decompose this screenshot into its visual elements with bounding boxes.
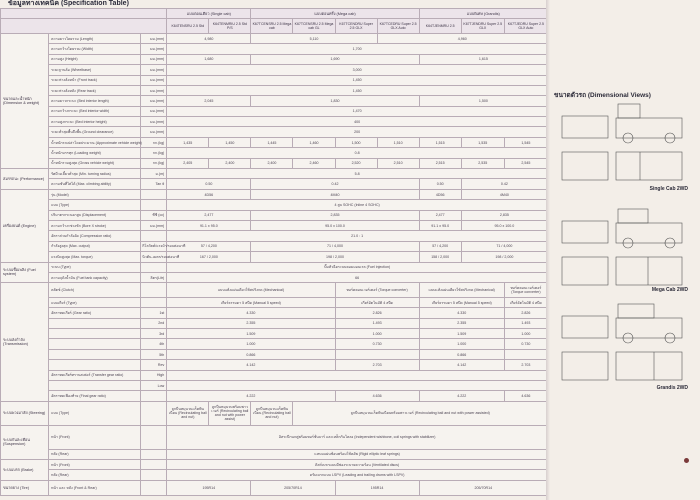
model-header: K64TENMRIU 2.5 Std P/S <box>209 19 251 34</box>
row-value: 2,510 <box>377 158 419 168</box>
grandis-drawing <box>558 300 688 388</box>
spec-row <box>1 96 548 106</box>
row-value: ทอร์คคอนเวอร์เตอร์ (Torque converter) <box>504 283 547 298</box>
row-label: ระยะฐานล้อ (Wheelbase) <box>49 65 141 75</box>
spec-row <box>1 117 548 127</box>
spec-row <box>1 272 548 282</box>
row-value: 158 / 2,000 <box>419 252 461 262</box>
spec-row <box>1 329 548 339</box>
row-unit: นิวตัน-เมตร/รอบต่อนาที <box>141 252 167 262</box>
row-value: ดรัมเบรกแบบ LSPV (Leading and trailing drums with LSPV) <box>167 470 548 480</box>
spec-row <box>1 360 548 370</box>
row-value: 205/70R14 <box>419 480 547 495</box>
row-label: หน้า (Front) <box>49 460 141 470</box>
row-unit: Low <box>141 381 167 391</box>
dimensional-views-title: ขนาดตัวรถ (Dimensional Views) <box>554 92 651 99</box>
row-label: แรงบิดสูงสุด (Max. torque) <box>49 252 141 262</box>
row-label: แบบเกียร์ (Type) <box>49 297 141 307</box>
spec-row <box>1 65 548 75</box>
row-label: น้ำหนักรถเปล่าโดยประมาณ (Approximate vehicle weight) <box>49 137 141 147</box>
row-unit <box>141 262 167 272</box>
row-value: 91.1 x 95.0 <box>419 220 461 230</box>
row-value: 1.509 <box>419 329 504 339</box>
row-unit <box>141 283 167 298</box>
row-unit: 5th <box>141 349 167 359</box>
row-value: 4.330 <box>167 308 335 318</box>
row-value: 4.636 <box>335 391 419 401</box>
row-value: 0.50 <box>167 179 251 189</box>
row-unit: Rev <box>141 360 167 370</box>
row-label: น้ำหนักรวมสูงสุด (Gross vehicle weight) <box>49 158 141 168</box>
row-unit: 3rd <box>141 329 167 339</box>
row-value: แบบแห้งแผ่นเดียวใช้สปริงกด (Mechanical) <box>419 283 504 298</box>
row-value: 2,515 <box>419 158 461 168</box>
row-value: 91.1 x 95.0 <box>167 220 251 230</box>
row-value <box>167 381 548 391</box>
row-value: 200 <box>167 127 548 137</box>
row-value: 198 / 2,000 <box>461 252 547 262</box>
header-blank <box>1 19 167 34</box>
row-label: ความจุถังน้ำมัน (Fuel tank capacity) <box>49 272 141 282</box>
row-value: 95.0 x 100.0 <box>461 220 547 230</box>
row-unit: มม.(mm) <box>141 54 167 64</box>
row-value: 1,535 <box>461 137 504 147</box>
group-mega-cab: แบบตอนครึ่ง (Mega cab) <box>251 9 419 19</box>
row-value: 2,477 <box>167 210 251 220</box>
row-label: ความกว้างกระบะ (Bed interior width) <box>49 106 141 116</box>
row-unit: มม.(mm) <box>141 106 167 116</box>
spec-row <box>1 44 548 54</box>
row-unit: มม.(mm) <box>141 33 167 43</box>
row-value: 1,435 <box>167 137 209 147</box>
row-value: 4D56 <box>419 189 461 199</box>
row-value: 1,500 <box>419 96 547 106</box>
row-unit <box>141 425 167 449</box>
row-label: ความยาวกระบะ (Bed interior length) <box>49 96 141 106</box>
row-value: 95.0 x 100.0 <box>251 220 419 230</box>
row-value: 1.000 <box>504 329 547 339</box>
spec-row <box>1 75 548 85</box>
row-unit <box>141 480 167 495</box>
row-unit: Tan θ <box>141 179 167 189</box>
row-value: 2,460 <box>293 158 335 168</box>
row-label: ระยะต่ำสุดพื้นถึงพื้น (Ground clearance) <box>49 127 141 137</box>
row-value: 1,460 <box>293 137 335 147</box>
row-value: 167 / 2,000 <box>167 252 251 262</box>
spec-row <box>1 381 548 391</box>
section-label-brake: ระบบเบรก (Brake) <box>1 460 49 481</box>
row-label: อัตราทดเฟืองท้าย (Final gear ratio) <box>49 391 141 401</box>
model-header: K67TJENDRU Super 2.5 GLX <box>461 19 504 34</box>
row-value: 0.42 <box>251 179 419 189</box>
row-label <box>49 329 141 339</box>
row-label: ความสูง (Height) <box>49 54 141 64</box>
row-value: 1,450 <box>167 75 548 85</box>
row-value: 71 / 4,000 <box>461 241 547 251</box>
spec-row <box>1 349 548 359</box>
section-label-steer: ระบบพวงมาลัย (Steering) <box>1 401 49 425</box>
row-value: 1,445 <box>251 137 293 147</box>
row-value: 0.730 <box>335 339 419 349</box>
single-cab-label: Single Cab 2WD <box>649 186 688 192</box>
row-label <box>49 339 141 349</box>
row-value: 4.142 <box>419 360 504 370</box>
row-unit <box>141 401 167 425</box>
model-header: K67TCENSRU 2.5 Mega cab <box>251 19 293 34</box>
row-value: 1,450 <box>209 137 251 147</box>
row-value: 5,110 <box>251 33 377 43</box>
row-value: ลูกปืนหมุนวนแร็คพินเนียนพร้อมพาวเวอร์ (Recirculating ball and nut with power assisted) <box>293 401 548 425</box>
row-value: 1,510 <box>377 137 419 147</box>
row-value: 0.730 <box>504 339 547 349</box>
row-value: 0.866 <box>167 349 335 359</box>
row-value: 1,470 <box>167 106 548 116</box>
spec-row <box>1 480 548 495</box>
spec-row <box>1 470 548 480</box>
row-value: 2,520 <box>335 158 377 168</box>
row-unit <box>141 200 167 210</box>
row-value <box>335 349 419 359</box>
row-label <box>49 318 141 328</box>
row-unit: กิโลวัตต์/แรงม้า/รอบต่อนาที <box>141 241 167 251</box>
spec-row <box>1 370 548 380</box>
row-value: ลูกปืนหมุนวนแร็คพินเนียน (Recirculating ball and nut) <box>251 401 293 425</box>
row-value: 1.000 <box>335 329 419 339</box>
row-value: 1,830 <box>251 96 419 106</box>
row-value: 400 <box>167 117 548 127</box>
row-value: 4M40 <box>251 189 419 199</box>
spec-row <box>1 262 548 272</box>
row-value: 2,477 <box>419 210 461 220</box>
row-unit <box>141 449 167 459</box>
row-label: ความกว้างโดยรวม (Width) <box>49 44 141 54</box>
row-unit: ลิตร(Litr) <box>141 272 167 282</box>
row-value: 4.636 <box>504 391 547 401</box>
row-unit <box>141 297 167 307</box>
mega-cab-label: Mega Cab 2WD <box>651 287 688 293</box>
row-value: 4M40 <box>461 189 547 199</box>
row-label <box>49 349 141 359</box>
row-value: เกียร์อัตโนมัติ 4 สปีด <box>335 297 419 307</box>
row-value: 1.493 <box>335 318 419 328</box>
row-value: 1,700 <box>167 44 548 54</box>
row-label <box>49 360 141 370</box>
row-value: 2.703 <box>504 360 547 370</box>
row-label: หน้า และ หลัง (Front & Rear) <box>49 480 141 495</box>
row-value: 2.355 <box>167 318 335 328</box>
row-value: 1,500 <box>335 137 377 147</box>
spec-row <box>1 401 548 425</box>
row-value: 1,515 <box>419 137 461 147</box>
row-label: ความสูงกระบะ (Bed interior height) <box>49 117 141 127</box>
row-value <box>167 370 548 380</box>
row-value: ลูกปืนหมุนวนแร็คพินเนียน (Recirculating ball and nut) <box>167 401 209 425</box>
row-value: เกียร์ธรรมดา 5 สปีด (Manual 5 speed) <box>419 297 504 307</box>
row-value: ทอร์คคอนเวอร์เตอร์ (Torque converter) <box>335 283 419 298</box>
spec-row <box>1 308 548 318</box>
spec-row <box>1 127 548 137</box>
row-label: แบบ (Type) <box>49 200 141 210</box>
spec-row <box>1 297 548 307</box>
row-label: รัศมีวงเลี้ยวต่ำสุด (Min. turning radius) <box>49 169 141 179</box>
model-header: K67TCENDRU Super 2.5 GLX <box>335 19 377 34</box>
model-header: K64TENSRU 2.5 Std <box>167 19 209 34</box>
header-row-models <box>1 19 548 34</box>
row-unit: มม.(mm) <box>141 44 167 54</box>
row-value: 1,680 <box>167 54 251 64</box>
spec-row <box>1 85 548 95</box>
group-single-cab: แบบตอนเดียว (Single cab) <box>167 9 251 19</box>
row-unit: มม.(mm) <box>141 65 167 75</box>
row-value: ปั๊มหัวฉีดระบบคอมมอนเรล (Fuel injection) <box>167 262 548 272</box>
section-label-susp: ระบบกันสะเทือน (Suspension) <box>1 425 49 459</box>
row-value: 2,835 <box>461 210 547 220</box>
row-value: ดิสก์เบรกแบบมีช่องระบายความร้อน (Ventilated discs) <box>167 460 548 470</box>
row-unit: กก.(kg) <box>141 148 167 158</box>
specification-table <box>0 8 548 496</box>
row-unit: ม.(m) <box>141 169 167 179</box>
row-label: แบบ (Type) <box>49 401 141 425</box>
row-label: หน้า (Front) <box>49 425 141 449</box>
row-value: 1.000 <box>167 339 335 349</box>
spec-row <box>1 449 548 459</box>
row-value: 198 / 2,000 <box>251 252 419 262</box>
row-value: ลูกปืนหมุนวนพร้อมพาวเวอร์ (Recirculating ball and nut with power assist) <box>209 401 251 425</box>
grandis-label: Grandis 2WD <box>656 385 688 391</box>
row-unit <box>141 231 167 241</box>
row-label <box>49 381 141 391</box>
row-value: 2.826 <box>335 308 419 318</box>
spec-table-body <box>1 9 548 496</box>
row-value: 2,400 <box>209 158 251 168</box>
spec-row <box>1 137 548 147</box>
row-label: คลัตช์ (Clutch) <box>49 283 141 298</box>
section-label-dim: ขนาดและน้ำหนัก (Dimension & weight) <box>1 33 49 168</box>
row-label: รุ่น (Model) <box>49 189 141 199</box>
page-corner-mark <box>684 458 689 463</box>
spec-row <box>1 189 548 199</box>
row-value: 1,690 <box>251 54 419 64</box>
row-label: ระบบ (Type) <box>49 262 141 272</box>
header-blank <box>1 9 167 19</box>
model-header: K67TJEDRU Super 2.5 GLX Auto <box>504 19 547 34</box>
row-value: 1,545 <box>504 137 547 147</box>
row-label: หลัง (Rear) <box>49 449 141 459</box>
row-label: อัตราทดเกียร์ (Gear ratio) <box>49 308 141 318</box>
row-unit: ซีซี (cc) <box>141 210 167 220</box>
spec-row <box>1 252 548 262</box>
row-value: 2.703 <box>335 360 419 370</box>
spec-row <box>1 169 548 179</box>
row-value: 66 <box>167 272 548 282</box>
row-value: แหนบแผ่นซ้อนพร้อมโช้คอัพ (Rigid elliptic leaf springs) <box>167 449 548 459</box>
row-value: 5.8 <box>167 169 548 179</box>
spec-row <box>1 283 548 298</box>
page-title: ข้อมูลทางเทคนิค (Specification Table) <box>8 0 129 7</box>
row-value: 0.50 <box>419 179 461 189</box>
spec-row <box>1 231 548 241</box>
row-value: 0.42 <box>461 179 547 189</box>
mega-cab-drawing <box>558 205 688 293</box>
spec-row <box>1 54 548 64</box>
row-value: 2.355 <box>419 318 504 328</box>
row-value: 1,450 <box>167 85 548 95</box>
row-value: 0.8 <box>167 148 548 158</box>
row-label: หลัง (Rear) <box>49 470 141 480</box>
row-unit: 1st <box>141 308 167 318</box>
spec-row <box>1 200 548 210</box>
row-unit: มม.(mm) <box>141 85 167 95</box>
row-unit: กก.(kg) <box>141 158 167 168</box>
spec-row <box>1 241 548 251</box>
row-unit: มม.(mm) <box>141 220 167 230</box>
row-value: 2.826 <box>504 308 547 318</box>
spec-row <box>1 460 548 470</box>
row-unit: มม.(mm) <box>141 75 167 85</box>
model-header: K67TCEDRU Super 2.5 GLX Auto <box>377 19 419 34</box>
spec-row <box>1 391 548 401</box>
model-header: K67TCENSRU 2.5 Mega cab GL <box>293 19 335 34</box>
row-value: 4,980 <box>167 33 251 43</box>
row-value <box>504 349 547 359</box>
row-unit: มม.(mm) <box>141 127 167 137</box>
row-label: ระยะห่างล้อหน้า (Front track) <box>49 75 141 85</box>
row-label: ปริมาตรกระบอกสูบ (Displacement) <box>49 210 141 220</box>
row-unit: 2nd <box>141 318 167 328</box>
row-value: 1.509 <box>167 329 335 339</box>
row-unit <box>141 189 167 199</box>
row-value: 2,535 <box>461 158 504 168</box>
section-label-fuel: ระบบเชื้อเพลิง (Fuel system) <box>1 262 49 283</box>
section-label-trans: ระบบส่งกำลัง (Transmission) <box>1 283 49 401</box>
row-value: เกียร์อัตโนมัติ 4 สปีด <box>504 297 547 307</box>
row-value: 2,400 <box>251 158 293 168</box>
spec-row <box>1 158 548 168</box>
spec-row <box>1 179 548 189</box>
model-header: K64TJENMRU 2.5 <box>419 19 461 34</box>
spec-row <box>1 425 548 449</box>
row-value: 4,960 <box>377 33 547 43</box>
row-value: 4.222 <box>419 391 504 401</box>
row-value: 1,615 <box>419 54 547 64</box>
row-unit: กก.(kg) <box>141 137 167 147</box>
row-label: อัตราส่วนกำลังอัด (Compression ratio) <box>49 231 141 241</box>
row-label: กำลังสูงสุด (Max. output) <box>49 241 141 251</box>
row-label: ระยะห่างล้อหลัง (Rear track) <box>49 85 141 95</box>
row-label: ความชันที่ไต่ได้ (Max. climbing ability) <box>49 179 141 189</box>
row-label: ความยาวโดยรวม (Length) <box>49 33 141 43</box>
row-value: 21.0 : 1 <box>167 231 548 241</box>
section-label-engine: เครื่องยนต์ (Engine) <box>1 189 49 262</box>
row-value: 57 / 4,200 <box>419 241 461 251</box>
spec-row <box>1 33 548 43</box>
row-value: แบบแห้งแผ่นเดียวใช้สปริงกด (Mechanical) <box>167 283 335 298</box>
row-value: 71 / 4,000 <box>251 241 419 251</box>
header-row-groups <box>1 9 548 19</box>
row-value: 2,045 <box>167 96 251 106</box>
row-value: 2,545 <box>504 158 547 168</box>
row-unit <box>141 470 167 480</box>
row-label: น้ำหนักบรรทุก (Loading weight) <box>49 148 141 158</box>
single-cab-drawing <box>558 100 688 188</box>
group-grandis: แบบพิเศษ (Grandis) <box>419 9 547 19</box>
row-value: 4.330 <box>419 308 504 318</box>
row-value: 4.222 <box>167 391 335 401</box>
section-label-perf: สมรรถนะ (Performance) <box>1 169 49 190</box>
row-value: 3,000 <box>167 65 548 75</box>
row-value: 57 / 4,200 <box>167 241 251 251</box>
spec-row <box>1 148 548 158</box>
section-label-tire: ขนาดยาง (Tire) <box>1 480 49 495</box>
row-unit: มม.(mm) <box>141 117 167 127</box>
row-value: เกียร์ธรรมดา 5 สปีด (Manual 5 speed) <box>167 297 335 307</box>
row-value: 2,405 <box>167 158 209 168</box>
row-value: 1.000 <box>419 339 504 349</box>
dimensional-views-panel <box>550 0 696 500</box>
row-unit: มม.(mm) <box>141 96 167 106</box>
spec-row <box>1 339 548 349</box>
spec-row <box>1 220 548 230</box>
row-label: อัตราทดเกียร์ทรานสเฟอร์ (Transfer gear ratio) <box>49 370 141 380</box>
row-unit <box>141 460 167 470</box>
row-value: 1.493 <box>504 318 547 328</box>
row-unit: 4th <box>141 339 167 349</box>
row-value: 0.866 <box>419 349 504 359</box>
row-value: 4.142 <box>167 360 335 370</box>
row-unit <box>141 391 167 401</box>
row-label: ความกว้าง×ช่วงชัก (Bore X stroke) <box>49 220 141 230</box>
row-value: 195R14 <box>335 480 419 495</box>
spec-row <box>1 318 548 328</box>
row-value: 195R14 <box>167 480 251 495</box>
row-value: อิสระปีกนกคู่พร้อมทอร์ชั่นบาร์ และเหล็กกันโคลง (Independent wishbone, coil springs with stabilizer) <box>167 425 548 449</box>
row-value: 205/70R14 <box>251 480 335 495</box>
spec-row <box>1 210 548 220</box>
spec-row <box>1 106 548 116</box>
row-unit: High <box>141 370 167 380</box>
row-value: 4 สูบ SOHC (Inline 4 SOHC) <box>167 200 548 210</box>
row-value: 2,835 <box>251 210 419 220</box>
row-value: 4D56 <box>167 189 251 199</box>
